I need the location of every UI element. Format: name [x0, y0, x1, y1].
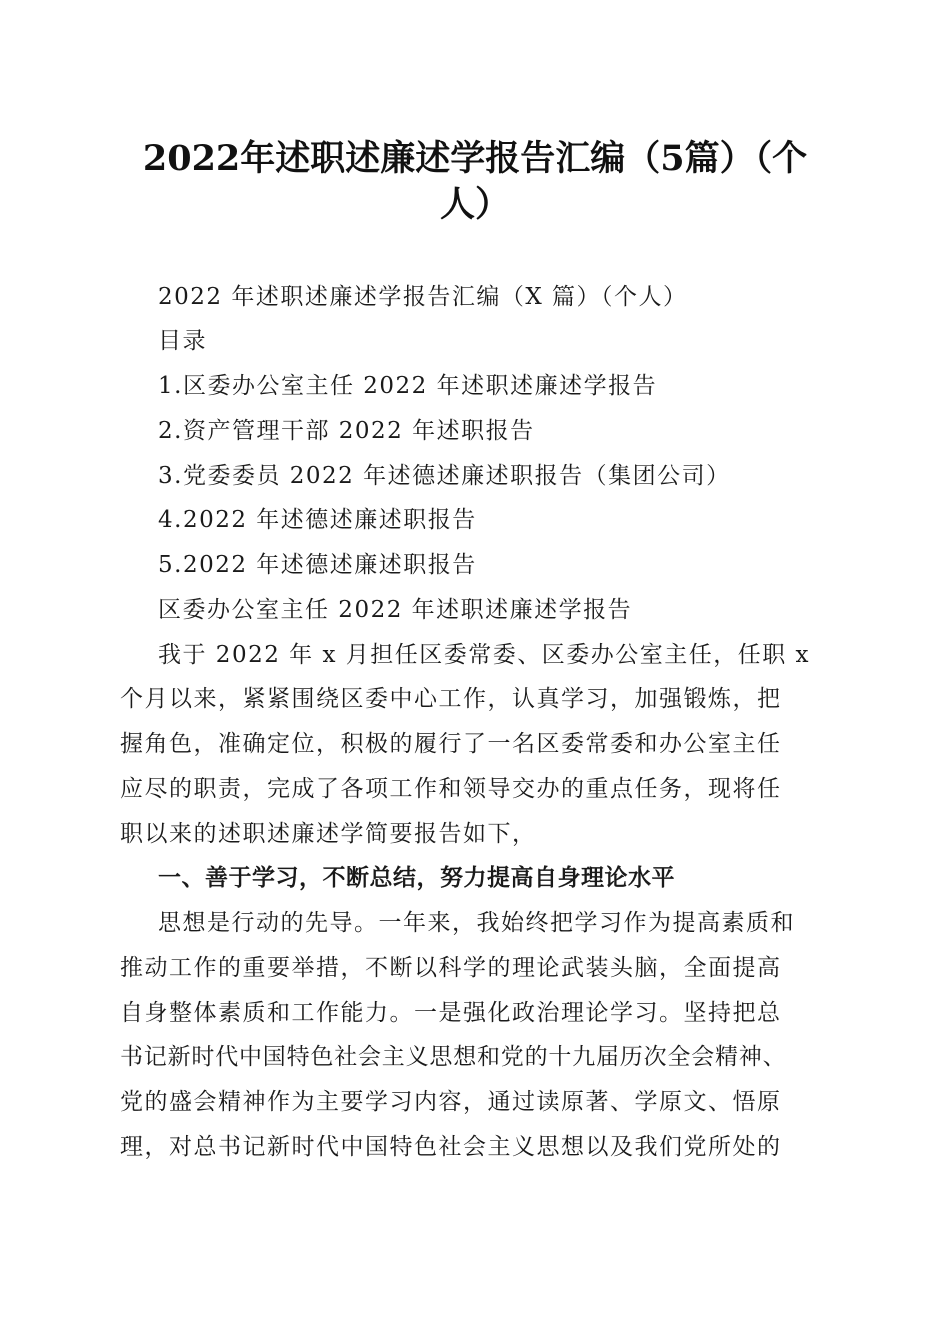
- paragraph-line: 理，对总书记新时代中国特色社会主义思想以及我们党所处的: [120, 1134, 782, 1160]
- title-line-1: 2022年述职述廉述学报告汇编（5篇）（个: [142, 138, 808, 179]
- toc-item-2: 2.资产管理干部 2022 年述职报告: [158, 418, 535, 444]
- toc-heading: 目录: [158, 328, 207, 354]
- subtitle-line: 2022 年述职述廉述学报告汇编（X 篇）（个人）: [158, 284, 688, 310]
- paragraph-line: 党的盛会精神作为主要学习内容，通过读原著、学原文、悟原: [120, 1089, 782, 1115]
- paragraph-line: 自身整体素质和工作能力。一是强化政治理论学习。坚持把总: [120, 1000, 782, 1026]
- document-title: [110, 136, 840, 228]
- section-title: 区委办公室主任 2022 年述职述廉述学报告: [158, 597, 633, 623]
- paragraph-line: 应尽的职责，完成了各项工作和领导交办的重点任务，现将任: [120, 776, 782, 802]
- paragraph-line: 推动工作的重要举措，不断以科学的理论武装头脑，全面提高: [120, 955, 782, 981]
- paragraph-line: 握角色，准确定位，积极的履行了一名区委常委和办公室主任: [120, 731, 782, 757]
- paragraph-line: 个月以来，紧紧围绕区委中心工作，认真学习，加强锻炼，把: [120, 686, 782, 712]
- toc-item-1: 1.区委办公室主任 2022 年述职述廉述学报告: [158, 373, 658, 399]
- toc-item-5: 5.2022 年述德述廉述职报告: [158, 552, 477, 578]
- paragraph-line: 思想是行动的先导。一年来，我始终把学习作为提高素质和: [158, 910, 795, 936]
- toc-item-4: 4.2022 年述德述廉述职报告: [158, 507, 477, 533]
- title-line-2: 人）: [439, 184, 510, 225]
- paragraph-line: 书记新时代中国特色社会主义思想和党的十九届历次全会精神、: [120, 1044, 787, 1070]
- paragraph-line: 职以来的述职述廉述学简要报告如下，: [120, 821, 537, 847]
- toc-item-3: 3.党委委员 2022 年述德述廉述职报告（集团公司）: [158, 463, 731, 489]
- subsection-heading: 一、善于学习，不断总结，努力提高自身理论水平: [158, 865, 675, 891]
- paragraph-line: 我于 2022 年 x 月担任区委常委、区委办公室主任，任职 x: [158, 642, 811, 668]
